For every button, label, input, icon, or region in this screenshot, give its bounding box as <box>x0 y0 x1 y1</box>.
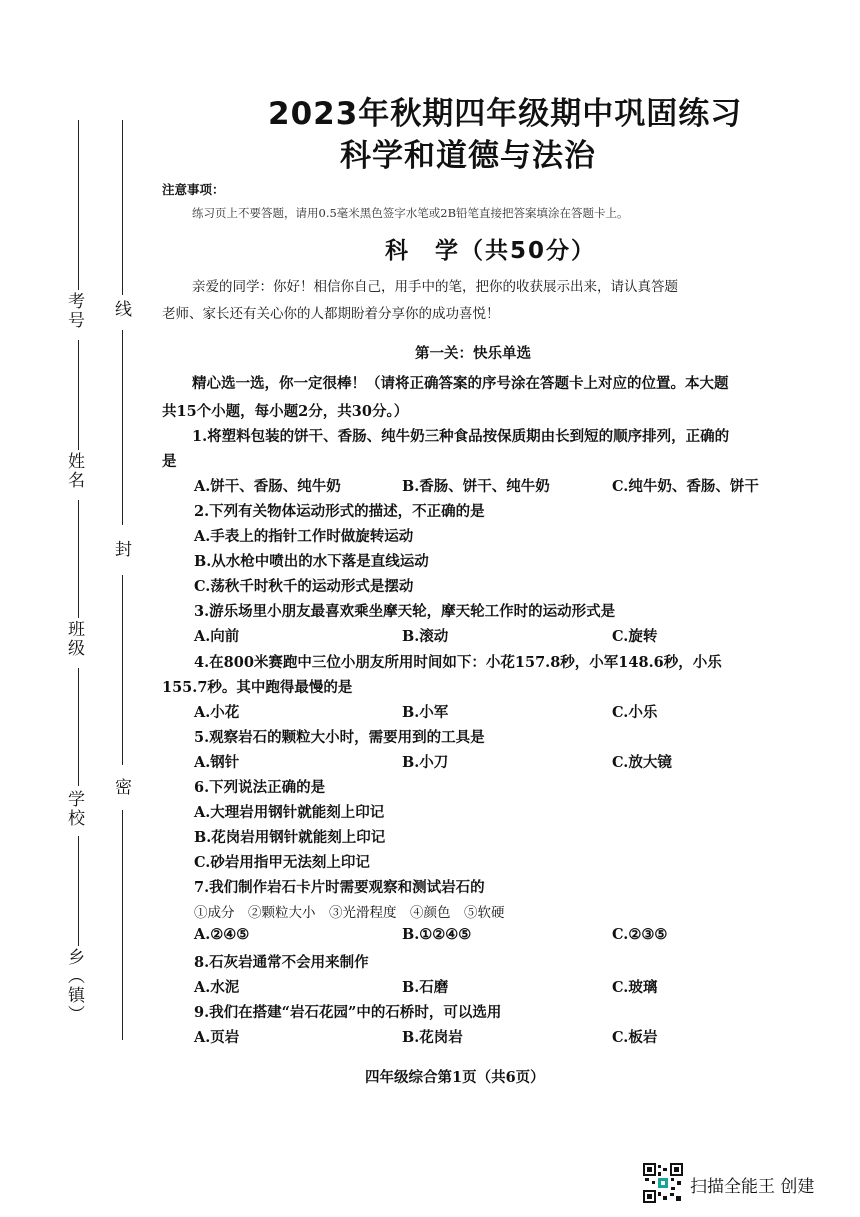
question-6-stem: 6.下列说法正确的是 <box>194 779 326 796</box>
part-instruction-2: 共15个小题，每小题2分，共30分。） <box>162 403 409 420</box>
kaohao-label: 考号 <box>64 292 84 330</box>
kaohao-line <box>78 120 79 290</box>
question-1-option-c: C.纯牛奶、香肠、饼干 <box>612 478 759 495</box>
question-4-stem-cont: 155.7秒。其中跑得最慢的是 <box>162 679 353 696</box>
question-2-option-a: A.手表上的指针工作时做旋转运动 <box>194 528 414 545</box>
question-3-option-c: C.旋转 <box>612 628 658 645</box>
xuexiao-line <box>78 668 79 786</box>
question-3-stem: 3.游乐场里小朋友最喜欢乘坐摩天轮，摩天轮工作时的运动形式是 <box>194 603 616 620</box>
qr-code-icon <box>643 1163 683 1203</box>
question-6-option-b: B.花岗岩用钢针就能刻上印记 <box>194 829 386 846</box>
question-8-option-c: C.玻璃 <box>612 979 658 996</box>
intro-line-2: 老师、家长还有关心你的人都期盼着分享你的成功喜悦！ <box>162 306 500 322</box>
question-4-option-b: B.小军 <box>402 704 449 721</box>
question-8-option-b: B.石磨 <box>402 979 449 996</box>
question-2-stem: 2.下列有关物体运动形式的描述，不正确的是 <box>194 503 485 520</box>
notice-label: 注意事项： <box>162 182 225 197</box>
seal-line-top <box>122 120 123 295</box>
question-4-option-c: C.小乐 <box>612 704 658 721</box>
question-7-option-c: C.②③⑤ <box>612 926 668 943</box>
xingming-label: 姓名 <box>64 452 84 490</box>
intro-line-1: 亲爱的同学：你好！相信你自己，用手中的笔，把你的收获展示出来，请认真答题 <box>192 279 678 295</box>
question-9-option-a: A.页岩 <box>194 1029 240 1046</box>
page-number: 四年级综合第1页（共6页） <box>365 1069 545 1086</box>
page-title: 2023年秋期四年级期中巩固练习 <box>268 96 743 132</box>
question-3-option-b: B.滚动 <box>402 628 449 645</box>
banji-label: 班级 <box>64 620 84 658</box>
question-9-stem: 9.我们在搭建“岩石花园”中的石桥时，可以选用 <box>194 1004 502 1021</box>
notice-text: 练习页上不要答题，请用0.5毫米黑色签字水笔或2B铅笔直接把答案填涂在答题卡上。 <box>192 206 629 220</box>
seal-line-mid-2 <box>122 575 123 765</box>
seal-line-bottom <box>122 810 123 1040</box>
question-4-option-a: A.小花 <box>194 704 240 721</box>
question-6-option-c: C.砂岩用指甲无法刻上印记 <box>194 854 370 871</box>
question-7-items: ①成分 ②颗粒大小 ③光滑程度 ④颜色 ⑤软硬 <box>194 905 505 921</box>
seal-label-mi: 密 <box>111 778 131 797</box>
question-1-option-a: A.饼干、香肠、纯牛奶 <box>194 478 341 495</box>
seal-label-xian: 线 <box>111 300 131 319</box>
xiangzhen-label: 乡（镇） <box>64 948 84 1024</box>
question-5-stem: 5.观察岩石的颗粒大小时，需要用到的工具是 <box>194 729 485 746</box>
question-7-option-b: B.①②④⑤ <box>402 926 472 943</box>
question-5-option-b: B.小刀 <box>402 754 449 771</box>
seal-line-mid-1 <box>122 330 123 525</box>
question-4-stem: 4.在800米赛跑中三位小朋友所用时间如下：小花157.8秒，小军148.6秒，小乐 <box>194 654 722 671</box>
seal-label-feng: 封 <box>111 540 131 559</box>
question-8-option-a: A.水泥 <box>194 979 240 996</box>
question-2-option-c: C.荡秋千时秋千的运动形式是摆动 <box>194 578 414 595</box>
question-7-option-a: A.②④⑤ <box>194 926 250 943</box>
question-2-option-b: B.从水枪中喷出的水下落是直线运动 <box>194 553 429 570</box>
xiangzhen-line <box>78 836 79 946</box>
scanner-brand: 扫描全能王 创建 <box>690 1177 815 1197</box>
section-title: 科 学（共50分） <box>385 238 597 264</box>
banji-line <box>78 500 79 618</box>
question-6-option-a: A.大理岩用钢针就能刻上印记 <box>194 804 385 821</box>
question-9-option-b: B.花岗岩 <box>402 1029 463 1046</box>
question-1-option-b: B.香肠、饼干、纯牛奶 <box>402 478 550 495</box>
question-8-stem: 8.石灰岩通常不会用来制作 <box>194 954 369 971</box>
question-9-option-c: C.板岩 <box>612 1029 658 1046</box>
part-title: 第一关：快乐单选 <box>415 345 531 362</box>
question-3-option-a: A.向前 <box>194 628 240 645</box>
question-5-option-a: A.钢针 <box>194 754 240 771</box>
xuexiao-label: 学校 <box>64 790 84 828</box>
question-7-stem: 7.我们制作岩石卡片时需要观察和测试岩石的 <box>194 879 485 896</box>
xingming-line <box>78 340 79 450</box>
question-1-stem-cont: 是 <box>162 453 177 470</box>
question-5-option-c: C.放大镜 <box>612 754 672 771</box>
question-1-stem: 1.将塑料包装的饼干、香肠、纯牛奶三种食品按保质期由长到短的顺序排列，正确的 <box>192 428 730 445</box>
part-instruction-1: 精心选一选，你一定很棒！（请将正确答案的序号涂在答题卡上对应的位置。本大题 <box>192 375 729 392</box>
page-subtitle: 科学和道德与法治 <box>340 138 596 174</box>
